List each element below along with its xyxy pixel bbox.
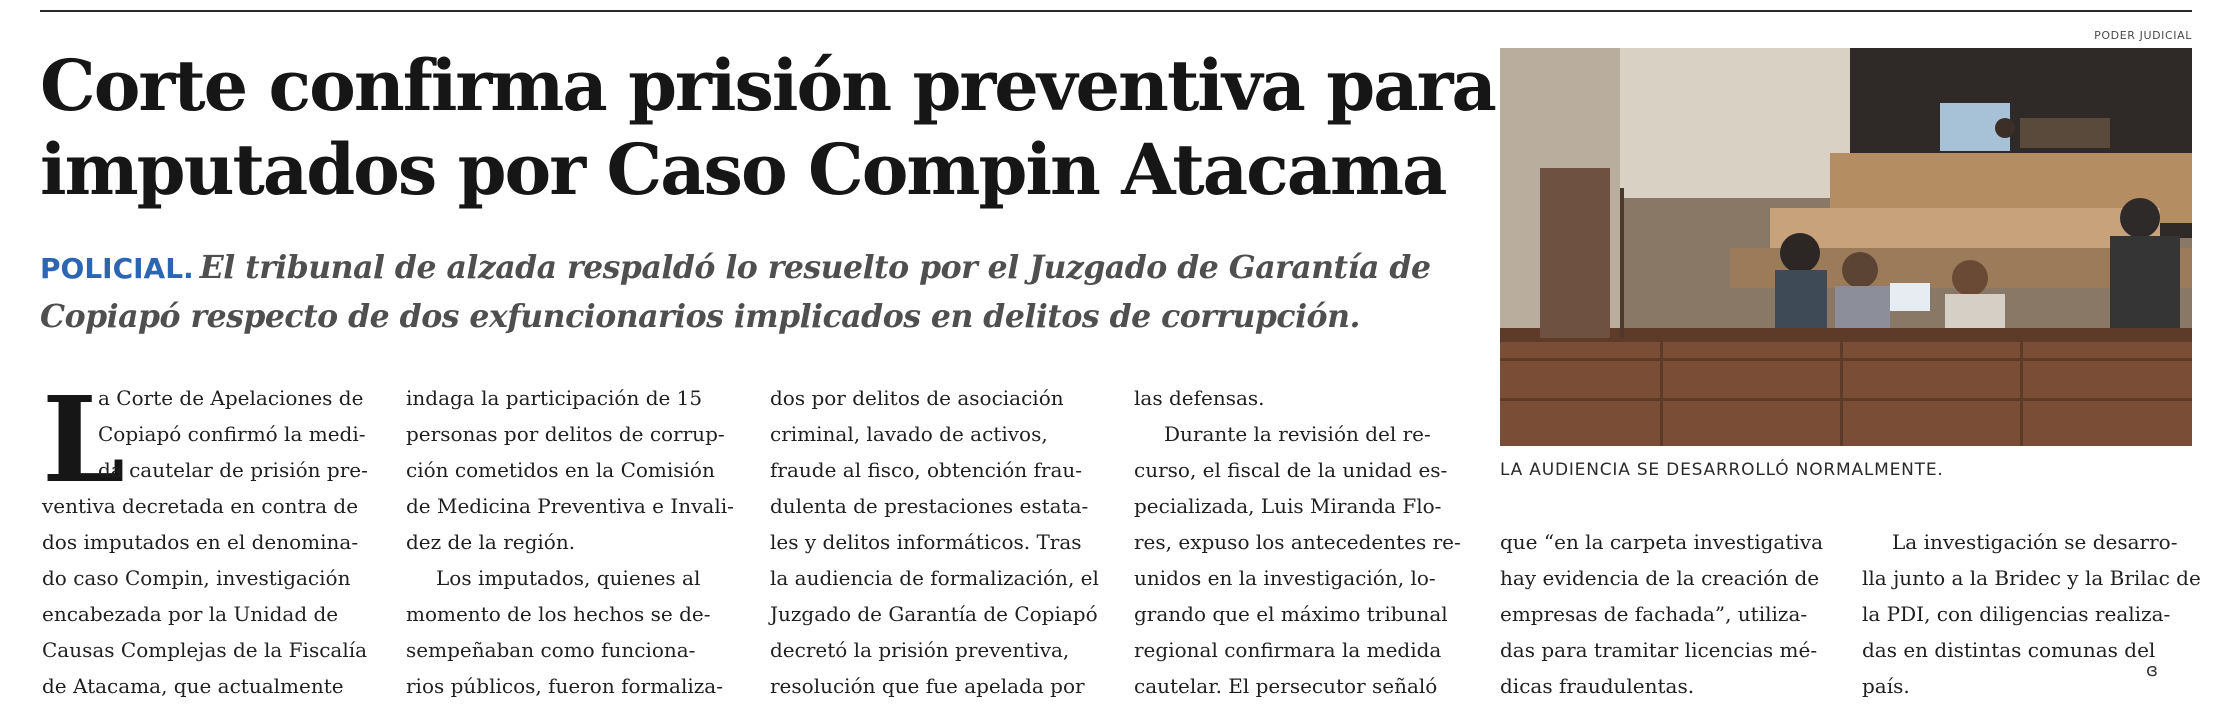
- body-line: fraude al fisco, obtención frau-: [770, 458, 1083, 482]
- article-column-4: [1134, 380, 1464, 704]
- deck-line: Copiapó respecto de dos exfuncionarios implicados en delitos de corrupción.: [40, 298, 1360, 335]
- headline-line: imputados por Caso Compin Atacama: [40, 128, 1446, 211]
- body-line: de Medicina Preventiva e Invali-: [406, 494, 734, 518]
- body-line: das para tramitar licencias mé-: [1500, 638, 1818, 662]
- headline: [40, 44, 1495, 212]
- deck-line: [40, 244, 1470, 293]
- headline-line: Corte confirma prisión preventiva para: [40, 44, 1495, 127]
- body-line: decretó la prisión preventiva,: [770, 638, 1070, 662]
- body-line: empresas de fachada”, utiliza-: [1500, 602, 1808, 626]
- article-column-5: [1500, 524, 1830, 704]
- courtroom-illustration: [1500, 48, 2192, 446]
- body-line: pecializada, Luis Miranda Flo-: [1134, 494, 1442, 518]
- body-line: hay evidencia de la creación de: [1500, 566, 1820, 590]
- photo-credit: PODER JUDICIAL: [2094, 29, 2192, 42]
- body-line: que “en la carpeta investigativa: [1500, 530, 1823, 554]
- body-line: momento de los hechos se de-: [406, 602, 711, 626]
- article-column-2: [406, 380, 736, 704]
- courtroom-photo: [1500, 48, 2192, 446]
- top-rule: [40, 10, 2192, 12]
- photo-caption: LA AUDIENCIA SE DESARROLLÓ NORMALMENTE.: [1500, 460, 1944, 480]
- body-line: encabezada por la Unidad de: [42, 602, 339, 626]
- body-line: Los imputados, quienes al: [436, 566, 701, 590]
- body-line: ción cometidos en la Comisión: [406, 458, 715, 482]
- body-line: Causas Complejas de la Fiscalía: [42, 638, 368, 662]
- body-line: regional confirmara la medida: [1134, 638, 1442, 662]
- body-line: las defensas.: [1134, 386, 1265, 410]
- body-line: dulenta de prestaciones estata-: [770, 494, 1089, 518]
- body-line: La investigación se desarro-: [1892, 530, 2178, 554]
- deck-text: El tribunal de alzada respaldó lo resuelto por el Juzgado de Garantía de: [199, 249, 1431, 286]
- body-line: Durante la revisión del re-: [1164, 422, 1431, 446]
- body-line: la PDI, con diligencias realiza-: [1862, 602, 2171, 626]
- body-line: Copiapó confirmó la medi-: [98, 422, 366, 446]
- article-column-1: [42, 370, 372, 704]
- body-line: de Atacama, que actualmente: [42, 674, 344, 698]
- article-column-6: [1862, 524, 2201, 704]
- body-line: Juzgado de Garantía de Copiapó: [770, 602, 1098, 626]
- body-line: rios públicos, fueron formaliza-: [406, 674, 723, 698]
- body-line: dez de la región.: [406, 530, 576, 554]
- body-line: sempeñaban como funciona-: [406, 638, 696, 662]
- article-column-3: [770, 380, 1100, 704]
- body-line: país.: [1862, 674, 1910, 698]
- body-line: unidos en la investigación, lo-: [1134, 566, 1436, 590]
- body-line: dicas fraudulentas.: [1500, 674, 1695, 698]
- body-line: res, expuso los antecedentes re-: [1134, 530, 1461, 554]
- body-line: criminal, lavado de activos,: [770, 422, 1048, 446]
- body-line: curso, el fiscal de la unidad es-: [1134, 458, 1448, 482]
- drop-cap: L: [42, 370, 125, 509]
- body-line: indaga la participación de 15: [406, 386, 703, 410]
- body-line: cautelar. El persecutor señaló: [1134, 674, 1438, 698]
- body-line: da cautelar de prisión pre-: [98, 458, 368, 482]
- body-line: lla junto a la Bridec y la Brilac de: [1862, 566, 2201, 590]
- deck: [40, 244, 1470, 341]
- body-line: grando que el máximo tribunal: [1134, 602, 1448, 626]
- body-line: das en distintas comunas del: [1862, 638, 2156, 662]
- body-line: ventiva decretada en contra de: [42, 494, 359, 518]
- body-line: do caso Compin, investigación: [42, 566, 351, 590]
- body-line: la audiencia de formalización, el: [770, 566, 1099, 590]
- body-line: dos por delitos de asociación: [770, 386, 1064, 410]
- body-line: les y delitos informáticos. Tras: [770, 530, 1082, 554]
- body-line: personas por delitos de corrup-: [406, 422, 725, 446]
- body-line: resolución que fue apelada por: [770, 674, 1085, 698]
- body-line: a Corte de Apelaciones de: [98, 386, 364, 410]
- body-line: dos imputados en el denomina-: [42, 530, 359, 554]
- section-kicker: POLICIAL.: [40, 252, 194, 285]
- end-of-article-icon: ɞ: [2146, 660, 2158, 681]
